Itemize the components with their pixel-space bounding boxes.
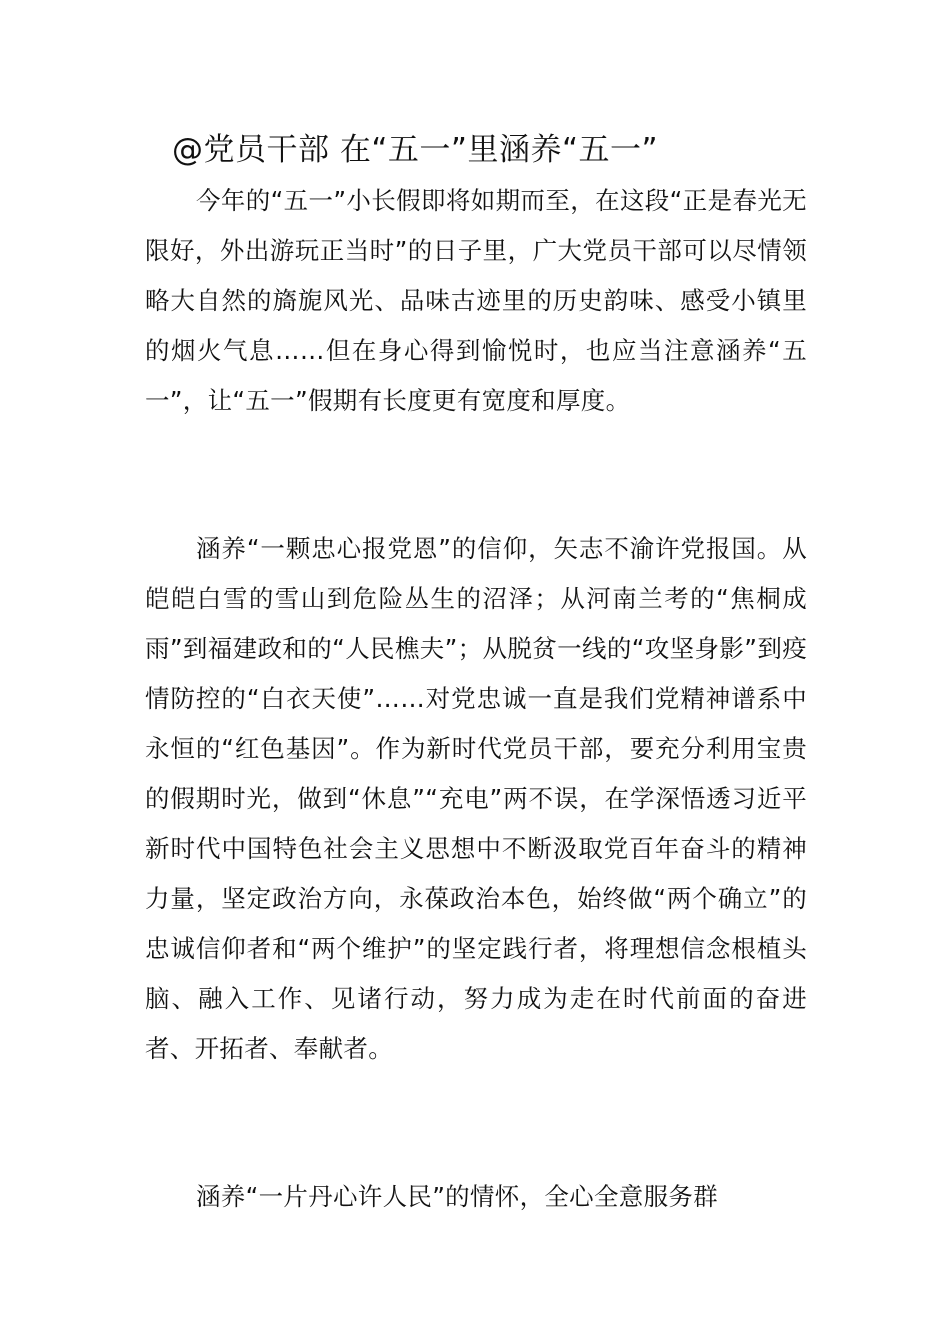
paragraph-loyalty: 涵养“一颗忠心报党恩”的信仰，矢志不渝许党报国。从皑皑白雪的雪山到危险丛生的沼泽；从河南兰考的“焦桐成雨”到福建政和的“人民樵夫”；从脱贫一线的“攻坚身影”到疫情防控的“白衣天使”……对党忠诚一直是我们党精神谱系中永恒的“红色基因”。作为新时代党员干部，要充分利用宝贵的假期时光，做到“休息”“充电”两不误，在学深悟透习近平新时代中国特色社会主义思想中不断汲取党百年奋斗的精神力量，坚定政治方向，永葆政治本色，始终做“两个确立”的忠诚信仰者和“两个维护”的坚定践行者，将理想信念根植头脑、融入工作、见诸行动，努力成为走在时代前面的奋进者、开拓者、奉献者。 — [145, 534, 807, 1063]
paragraph-intro: 今年的“五一”小长假即将如期而至，在这段“正是春光无限好，外出游玩正当时”的日子里，广大党员干部可以尽情领略大自然的旖旎风光、品味古迹里的历史韵味、感受小镇里的烟火气息……但在身心得到愉悦时，也应当注意涵养“五一”，让“五一”假期有长度更有宽度和厚度。 — [145, 186, 807, 415]
paragraph-people: 涵养“一片丹心许人民”的情怀，全心全意服务群 — [196, 1182, 718, 1211]
document-title: @党员干部 在“五一”里涵养“五一” — [172, 132, 659, 168]
